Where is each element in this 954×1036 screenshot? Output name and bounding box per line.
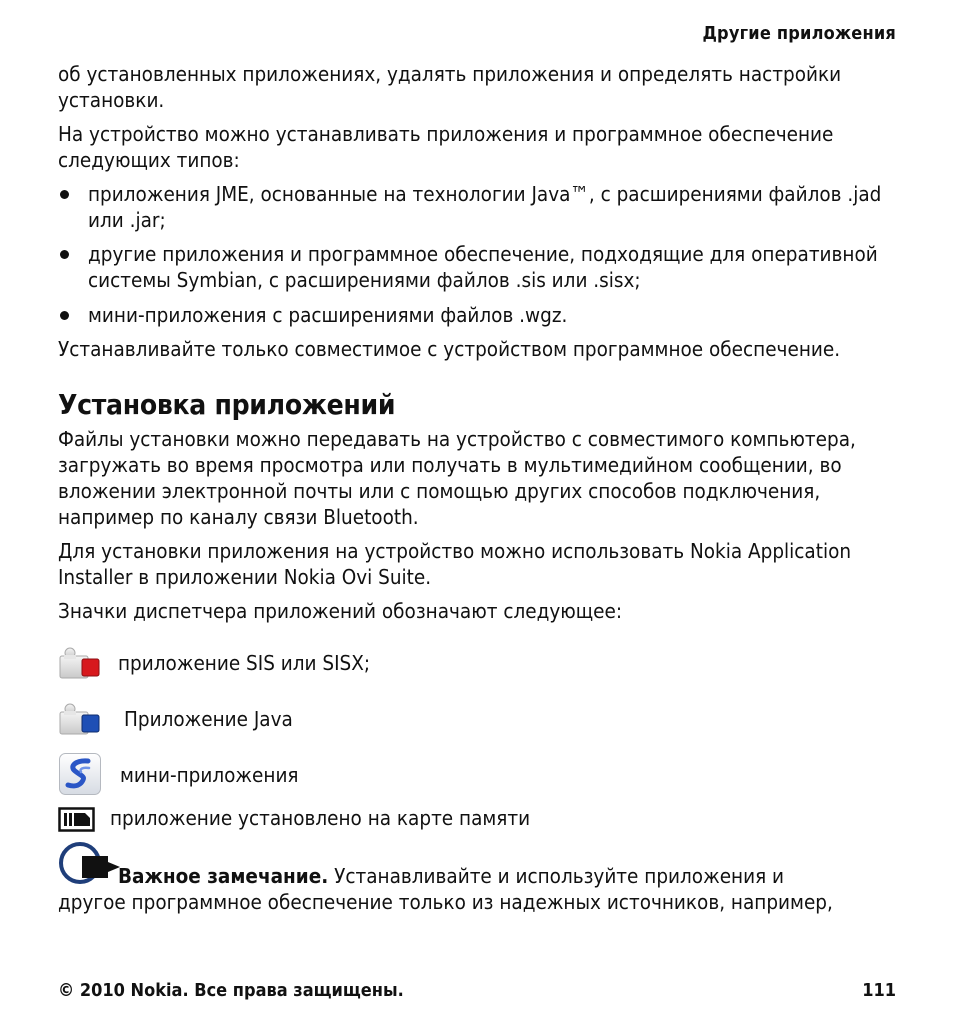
icon-legend-row bbox=[58, 696, 896, 744]
icon-legend-label: мини-приложения bbox=[120, 763, 299, 787]
page-footer bbox=[58, 980, 896, 1001]
list-item bbox=[58, 302, 896, 328]
icon-legend-label: приложение установлено на карте памяти bbox=[110, 806, 531, 830]
copyright-text: © 2010 Nokia. Все права защищены. bbox=[58, 980, 404, 1001]
list-item bbox=[58, 241, 896, 293]
document-page bbox=[58, 0, 896, 1036]
paragraph-installer: Для установки приложения на устройство можно использовать Nokia Application Installer в приложении Nokia Ovi Suite. bbox=[58, 539, 852, 589]
icon-legend-row bbox=[58, 804, 896, 852]
icon-legend-row bbox=[58, 752, 896, 800]
paragraph-compatibility: Устанавливайте только совместимое с устройством программное обеспечение. bbox=[58, 337, 841, 361]
list-item-text: приложения JME, основанные на технологии Java™, с расширениями файлов .jad или .jar; bbox=[88, 182, 882, 232]
bullet-dot bbox=[60, 190, 69, 199]
bullet-dot bbox=[60, 311, 69, 320]
note-title: Важное замечание. bbox=[118, 864, 329, 888]
paragraph-transfer: Файлы установки можно передавать на устройство с совместимого компьютера, загружать во время просмотра или получать в мультимедийном сообщении, во вложении электронной почты или с помощью других способов подключения, например по каналу связи Bluetooth. bbox=[58, 427, 856, 529]
paragraph-icons-intro: Значки диспетчера приложений обозначают следующее: bbox=[58, 599, 623, 623]
bullet-dot bbox=[60, 250, 69, 259]
widget-icon bbox=[58, 752, 104, 798]
list-item bbox=[58, 181, 896, 233]
sis-app-icon bbox=[58, 640, 104, 684]
note-text-line1: Устанавливайте и используйте приложения и bbox=[334, 864, 785, 888]
running-header: Другие приложения bbox=[702, 23, 896, 44]
note-text-line2: другое программное обеспечение только из надежных источников, например, bbox=[58, 890, 833, 914]
list-item-text: мини-приложения с расширениями файлов .wgz. bbox=[88, 303, 568, 327]
paragraph-supported-types: На устройство можно устанавливать приложения и программное обеспечение следующих типов: bbox=[58, 122, 834, 172]
memory-card-icon bbox=[58, 804, 96, 834]
icon-legend-label: приложение SIS или SISX; bbox=[118, 651, 371, 675]
icon-legend-row bbox=[58, 640, 896, 688]
page-number: 111 bbox=[862, 980, 896, 1001]
java-app-icon bbox=[58, 696, 104, 740]
important-note bbox=[58, 863, 896, 915]
list-item-text: другие приложения и программное обеспечение, подходящие для оперативной системы Symbian, с расширениями файлов .sis или .sisx; bbox=[88, 242, 878, 292]
icon-legend-label: Приложение Java bbox=[124, 707, 293, 731]
paragraph-intro-continuation: об установленных приложениях, удалять приложения и определять настройки установки. bbox=[58, 62, 842, 112]
section-heading: Установка приложений bbox=[58, 388, 396, 421]
